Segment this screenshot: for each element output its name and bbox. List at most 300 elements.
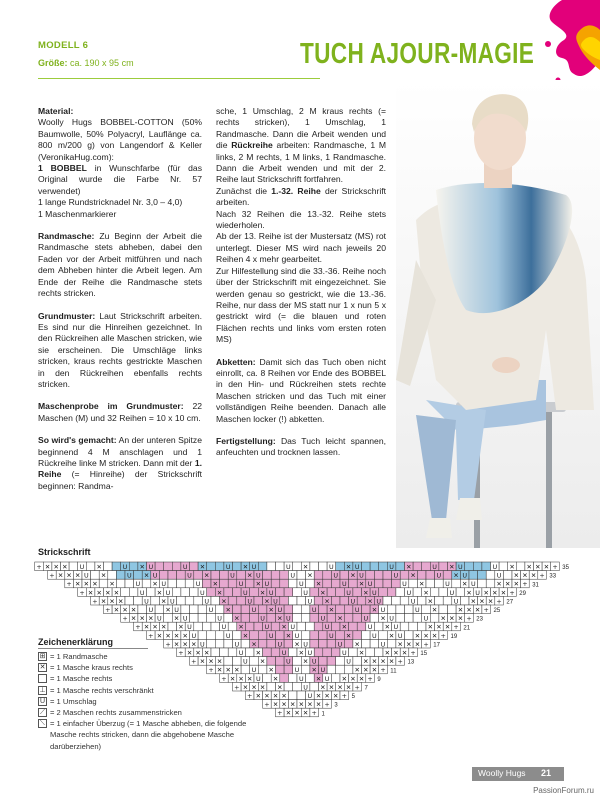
chart-symbol: + [66, 580, 72, 589]
chart-symbol: ✕ [371, 606, 378, 614]
chart-symbol: + [367, 674, 373, 683]
chart-row-label: 21 [463, 625, 471, 632]
chart-cell [478, 571, 487, 580]
chart-cell [116, 571, 125, 580]
chart-cell [413, 562, 422, 571]
chart-cell [190, 588, 199, 597]
chart-cell [284, 665, 293, 674]
chart-symbol: ✕ [337, 683, 343, 692]
chart-symbol: ✕ [216, 657, 223, 666]
howto-heading: So wird's gemacht: [38, 435, 117, 446]
chart-symbol: ✕ [388, 657, 395, 666]
chart-cell [310, 682, 319, 691]
chart-cell [301, 631, 310, 640]
grundmuster-section [38, 311, 202, 391]
chart-symbol: ✕ [358, 674, 365, 683]
chart-symbol: ✕ [483, 588, 489, 597]
chart-symbol: ✕ [161, 623, 167, 632]
legend-item [38, 651, 248, 662]
chart-symbol: ✕ [302, 657, 309, 666]
chart-cell [353, 588, 362, 597]
chart-symbol: U [303, 640, 308, 649]
chart-cell [310, 588, 319, 597]
legend-title: Zeichenerklärung [38, 637, 114, 647]
chart-cell [211, 571, 220, 580]
chart-symbol: U [311, 657, 317, 666]
chart-symbol: ✕ [277, 683, 283, 692]
chart-symbol: U [286, 657, 291, 666]
chart-symbol: ✕ [543, 563, 550, 571]
chart-cell [362, 631, 371, 640]
chart-symbol: U [234, 640, 240, 649]
chart-symbol: U [432, 563, 437, 571]
chart-symbol: U [225, 563, 231, 571]
chart-symbol: ✕ [264, 692, 270, 700]
chart-symbol: ✕ [470, 597, 476, 606]
chart-symbol: U [251, 666, 257, 675]
chart-symbol: U [238, 649, 244, 657]
chart-symbol: U [122, 563, 128, 571]
chart-symbol: U [200, 640, 205, 649]
chart-cell [116, 579, 125, 588]
chart-cell [314, 648, 323, 657]
chart-cell [293, 614, 302, 623]
chart-symbol: ✕ [440, 614, 446, 623]
page-number: 21 [541, 768, 552, 778]
legend-symbol-icon: ⊞ [39, 653, 46, 660]
chart-cell [435, 579, 444, 588]
chart-cell [288, 579, 297, 588]
chart-cell [336, 605, 345, 614]
chart-cell [336, 588, 345, 597]
chart-symbol: ✕ [143, 571, 150, 580]
chart-cell [392, 579, 401, 588]
chart-cell [284, 605, 293, 614]
chart-symbol: U [255, 674, 261, 683]
chart-cell [396, 614, 405, 623]
chart-symbol: ✕ [444, 623, 451, 632]
chart-symbol: U [277, 606, 283, 614]
chart-symbol: U [333, 571, 339, 580]
chart-symbol: + [354, 683, 360, 692]
chart-symbol: U [204, 597, 210, 606]
chart-symbol: ✕ [320, 588, 326, 597]
chart-symbol: ✕ [105, 588, 111, 597]
chart-symbol: + [539, 571, 545, 580]
chart-symbol: U [354, 606, 360, 614]
legend-symbol-icon [38, 674, 47, 683]
chart-cell [233, 588, 242, 597]
chart-symbol: U [238, 580, 244, 589]
needle-text: 1 lange Rundstricknadel Nr. 3,0 – 4,0) [38, 197, 183, 208]
chart-cell [194, 571, 203, 580]
chart-symbol: U [496, 571, 502, 580]
chart-cell [267, 639, 276, 648]
chart-symbol: ✕ [109, 597, 115, 606]
chart-cell [258, 639, 267, 648]
chart-cell [319, 605, 328, 614]
page-title: TUCH AJOUR-MAGIE [299, 38, 534, 70]
chart-symbol: ✕ [156, 588, 163, 597]
chart-cell [172, 588, 181, 597]
chart-cell [417, 571, 426, 580]
chart-symbol: ✕ [298, 700, 304, 709]
chart-symbol: ✕ [191, 640, 197, 649]
chart-symbol: U [243, 657, 248, 666]
chart-symbol: ✕ [410, 571, 416, 580]
chart-symbol: ✕ [272, 692, 279, 700]
chart-cell [387, 639, 396, 648]
chart-symbol: U [260, 614, 265, 623]
chart-cell [271, 571, 280, 580]
chart-cell [387, 605, 396, 614]
chart-cell [293, 657, 302, 666]
chart-symbol: U [221, 623, 227, 632]
chart-cell [383, 579, 392, 588]
chart-cell [237, 571, 246, 580]
chart-cell [344, 614, 353, 623]
chart-cell [327, 639, 336, 648]
chart-cell [405, 605, 414, 614]
chart-cell [258, 631, 267, 640]
legend-text: = 1 einfacher Überzug (= 1 Masche abheben, die folgende Masche rechts stricken, dann die abgehobene Masche darüberziehen) [50, 719, 247, 751]
chart-cell [396, 562, 405, 571]
chart-cell [503, 571, 512, 580]
chart-symbol: U [135, 580, 141, 589]
chart-symbol: ✕ [423, 631, 429, 640]
chart-cell [224, 639, 233, 648]
continued-text-a: sche, 1 Umschlag, 2 M kraus rechts (= rechts stricken), 1 Umschlag, 1 Randmasche. Dann die Arbeit wenden und die [216, 106, 386, 151]
chart-cell [387, 588, 396, 597]
chart-cell [138, 605, 147, 614]
chart-symbol: ✕ [500, 588, 507, 597]
chart-symbol: ✕ [281, 692, 287, 700]
chart-cell [177, 596, 186, 605]
chart-symbol: U [195, 580, 201, 589]
chart-cell [181, 588, 190, 597]
chart-symbol: + [522, 580, 528, 589]
chart-cell [516, 562, 525, 571]
chart-symbol: ✕ [204, 649, 210, 657]
chart-cell [297, 571, 306, 580]
chart-symbol: ✕ [238, 674, 244, 683]
chart-symbol: ✕ [462, 580, 468, 589]
chart-symbol: U [298, 674, 304, 683]
chart-symbol: U [492, 563, 498, 571]
chart-symbol: ✕ [53, 563, 59, 571]
chart-cell [198, 614, 207, 623]
chart-symbol: U [298, 580, 304, 589]
chart-symbol: U [251, 563, 257, 571]
chart-cell [198, 631, 207, 640]
fertigstellung-heading: Fertigstellung: [216, 435, 276, 446]
chart-symbol: U [148, 606, 154, 614]
chart-cell [147, 588, 156, 597]
chart-symbol: ✕ [388, 631, 395, 640]
chart-cell [426, 579, 435, 588]
chart-symbol: ✕ [345, 631, 352, 640]
chart-symbol: U [307, 649, 313, 657]
chart-symbol: ✕ [251, 640, 257, 649]
chart-symbol: U [380, 640, 386, 649]
chart-cell [177, 579, 186, 588]
chart-symbol: ✕ [173, 631, 180, 640]
chart-symbol: U [445, 580, 450, 589]
chart-symbol: ✕ [255, 580, 261, 589]
material-heading: Material: [38, 106, 74, 116]
chart-cell [276, 562, 285, 571]
chart-cell [331, 674, 340, 683]
chart-symbol: ✕ [165, 606, 171, 614]
chart-symbol: ✕ [182, 640, 188, 649]
chart-symbol: ✕ [358, 649, 365, 657]
chart-symbol: ✕ [234, 666, 240, 675]
chart-cell [228, 579, 237, 588]
chart-cell [383, 571, 392, 580]
chart-cell [99, 579, 108, 588]
chart-cell [155, 562, 164, 571]
chart-cell [405, 631, 414, 640]
chart-cell [310, 639, 319, 648]
chart-symbol: U [286, 563, 291, 571]
chart-cell [237, 596, 246, 605]
maschenprobe-section [38, 401, 202, 424]
chart-symbol: ✕ [281, 700, 287, 709]
chart-symbol: ✕ [251, 683, 257, 692]
chart-symbol: ✕ [350, 674, 356, 683]
chart-cell [323, 648, 332, 657]
chart-cell [336, 665, 345, 674]
chart-cell [443, 571, 452, 580]
grundmuster-text: Laut Strickschrift arbeiten. Es sind nur die Hinreihen gezeichnet. In den Rückreihen alle Maschen stricken, wie sie erscheinen. Die Umschläge links stricken, kraus rechts gestrickte Maschen in den Rückreihen ebenfalls rechts stricken. [38, 310, 202, 389]
chart-cell [413, 588, 422, 597]
chart-cell [151, 596, 160, 605]
chart-symbol: ✕ [513, 580, 519, 589]
chart-cell [366, 648, 375, 657]
continued-paragraph [216, 106, 386, 346]
bobbel-heading: 1 BOBBEL [38, 163, 87, 174]
chart-symbol: ✕ [148, 614, 154, 623]
chart-symbol: ✕ [496, 580, 502, 589]
legend-text: = 1 Umschlag [50, 696, 97, 706]
chart-cell [417, 596, 426, 605]
chart-symbol: ✕ [333, 692, 339, 700]
chart-symbol: ✕ [96, 588, 102, 597]
chart-cell [288, 674, 297, 683]
pattern-repeat-text: Ab der 13. Reihe ist der Mustersatz (MS) rot unterlegt. Dieser MS wird nach jeweils 20 Reihen 4 x mehr gearbeitet. [216, 231, 386, 265]
chart-cell [267, 562, 276, 571]
chart-symbol: ✕ [62, 563, 68, 571]
chart-cell [319, 657, 328, 666]
legend-item [38, 673, 248, 684]
chart-symbol: ✕ [242, 631, 249, 640]
chart-cell [241, 639, 250, 648]
abketten-section [216, 357, 386, 425]
chart-cell [357, 596, 366, 605]
chart-symbol: ✕ [130, 614, 137, 623]
chart-cell [91, 571, 100, 580]
chart-symbol: + [397, 657, 403, 666]
chart-cell [362, 605, 371, 614]
size-label: Größe: [38, 58, 68, 68]
chart-symbol: ✕ [277, 614, 283, 623]
chart-symbol: U [290, 571, 296, 580]
chart-cell [159, 571, 168, 580]
chart-cell [168, 571, 177, 580]
chart-cell [448, 605, 457, 614]
chart-cell [284, 639, 293, 648]
chart-symbol: ✕ [255, 649, 261, 657]
chart-symbol: U [247, 597, 253, 606]
chart-symbol: + [264, 700, 270, 709]
chart-symbol: U [264, 580, 270, 589]
chart-cell [306, 579, 315, 588]
chart-cell [331, 648, 340, 657]
chart-cell [301, 605, 310, 614]
chart-symbol: ✕ [229, 674, 236, 683]
chart-cell [172, 562, 181, 571]
chart-cell [224, 588, 233, 597]
chart-cell [293, 562, 302, 571]
chart-cell [336, 657, 345, 666]
chart-symbol: ✕ [259, 657, 266, 666]
chart-cell [400, 596, 409, 605]
chart-symbol: ✕ [225, 606, 231, 614]
chart-symbol: + [440, 631, 446, 640]
chart-symbol: ✕ [367, 597, 373, 606]
chart-symbol: ✕ [264, 597, 270, 606]
legend-item [38, 718, 248, 752]
chart-symbol: ✕ [384, 623, 390, 632]
chart-cell [362, 639, 371, 648]
chart-cell [473, 562, 482, 571]
chart-row-label: 27 [506, 599, 514, 606]
chart-symbol: + [105, 606, 111, 614]
chart-row-label: 31 [532, 582, 539, 589]
chart-symbol: ✕ [363, 588, 369, 597]
chart-symbol: U [268, 631, 274, 640]
chart-symbol: U [329, 563, 334, 571]
chart-symbol: U [402, 580, 407, 589]
chart-cell [379, 631, 388, 640]
chart-symbol: + [92, 597, 98, 606]
chart-cell [310, 562, 319, 571]
chart-cell [499, 562, 508, 571]
chart-cell [486, 571, 495, 580]
chart-symbol: ✕ [345, 683, 352, 692]
chart-symbol: U [294, 631, 300, 640]
chart-cell [439, 588, 448, 597]
chart-cell [293, 682, 302, 691]
chart-cell [207, 588, 216, 597]
chart-cell [392, 596, 401, 605]
chart-symbol: U [281, 649, 287, 657]
chart-cell [125, 596, 134, 605]
chart-cell [250, 657, 259, 666]
chart-symbol: U [376, 597, 382, 606]
chart-cell [370, 614, 379, 623]
chart-symbol: U [286, 614, 291, 623]
chart-cell [241, 614, 250, 623]
chart-cell [331, 596, 340, 605]
chart-symbol: + [423, 640, 429, 649]
chart-symbol: U [354, 563, 360, 571]
chart-symbol: U [187, 623, 192, 632]
chart-symbol: ✕ [212, 580, 218, 589]
chart-cell [254, 596, 263, 605]
chart-symbol: U [273, 597, 278, 606]
chart-symbol: ✕ [457, 614, 464, 623]
chart-cell [288, 691, 297, 700]
chart-cell [400, 571, 409, 580]
chart-symbol: ✕ [431, 631, 438, 640]
chart-symbol: ✕ [419, 580, 425, 589]
chart-cell [276, 665, 285, 674]
grundmuster-heading: Grundmuster: [38, 310, 96, 321]
first-rows-text-a: Zunächst die [216, 185, 268, 196]
legend-text: = 1 Masche rechts verschränkt [50, 685, 154, 695]
abketten-heading: Abketten: [216, 356, 256, 367]
chart-row-label: 19 [450, 633, 458, 640]
chart-symbol: + [148, 631, 154, 640]
chart-symbol: ✕ [92, 580, 98, 589]
legend-item [38, 707, 248, 718]
chart-symbol: + [552, 563, 558, 571]
chart-symbol: ✕ [100, 597, 107, 606]
chart-symbol: ✕ [216, 666, 223, 675]
chart-symbol: ✕ [139, 614, 145, 623]
chart-symbol: ✕ [526, 563, 532, 571]
chart-cell [439, 562, 448, 571]
chart-symbol: ✕ [423, 588, 429, 597]
randmasche-text: Zu Beginn der Arbeit die Randmasche stets abheben, dabei den Faden vor der Arbeit mitführen und nach dem Abheben hinter die Arbeit legen. Am Ende der Reihe die Randmasche stets rechts stricken. [38, 231, 202, 299]
chart-symbol: ✕ [298, 649, 304, 657]
chart-cell [276, 657, 285, 666]
chart-cell [340, 596, 349, 605]
chart-symbol: U [225, 631, 231, 640]
chart-cell [297, 596, 306, 605]
chart-symbol: U [251, 606, 257, 614]
chart-row-label: 13 [407, 659, 415, 666]
chart-symbol: + [234, 683, 240, 692]
chart-cell [310, 631, 319, 640]
howto-text-1: An der unteren Spitze beginnend 4 M anschlagen und 1 Rückreihe linke M stricken. Dann mit der [38, 435, 202, 468]
chart-symbol: U [320, 666, 326, 675]
chart-cell [207, 639, 216, 648]
chart-symbol: ✕ [384, 649, 390, 657]
chart-cell [164, 562, 173, 571]
chart-cell [69, 562, 78, 571]
chart-symbol: ✕ [307, 571, 313, 580]
chart-symbol: ✕ [290, 700, 296, 709]
chart-cell [319, 639, 328, 648]
chart-symbol: ✕ [315, 700, 322, 709]
chart-symbol: ✕ [83, 580, 89, 589]
chart-symbol: ✕ [397, 640, 403, 649]
chart-symbol: ✕ [354, 666, 360, 675]
chart-cell [250, 588, 259, 597]
chart-symbol: + [277, 709, 283, 718]
chart-cell [181, 605, 190, 614]
chart-symbol: U [243, 588, 248, 597]
chart-cell [288, 596, 297, 605]
chart-cell [374, 579, 383, 588]
chart-symbol: U [475, 588, 480, 597]
howto-section [38, 435, 202, 492]
chart-symbol: ✕ [66, 571, 72, 580]
chart-symbol: ✕ [393, 649, 399, 657]
chart-cell [245, 579, 254, 588]
